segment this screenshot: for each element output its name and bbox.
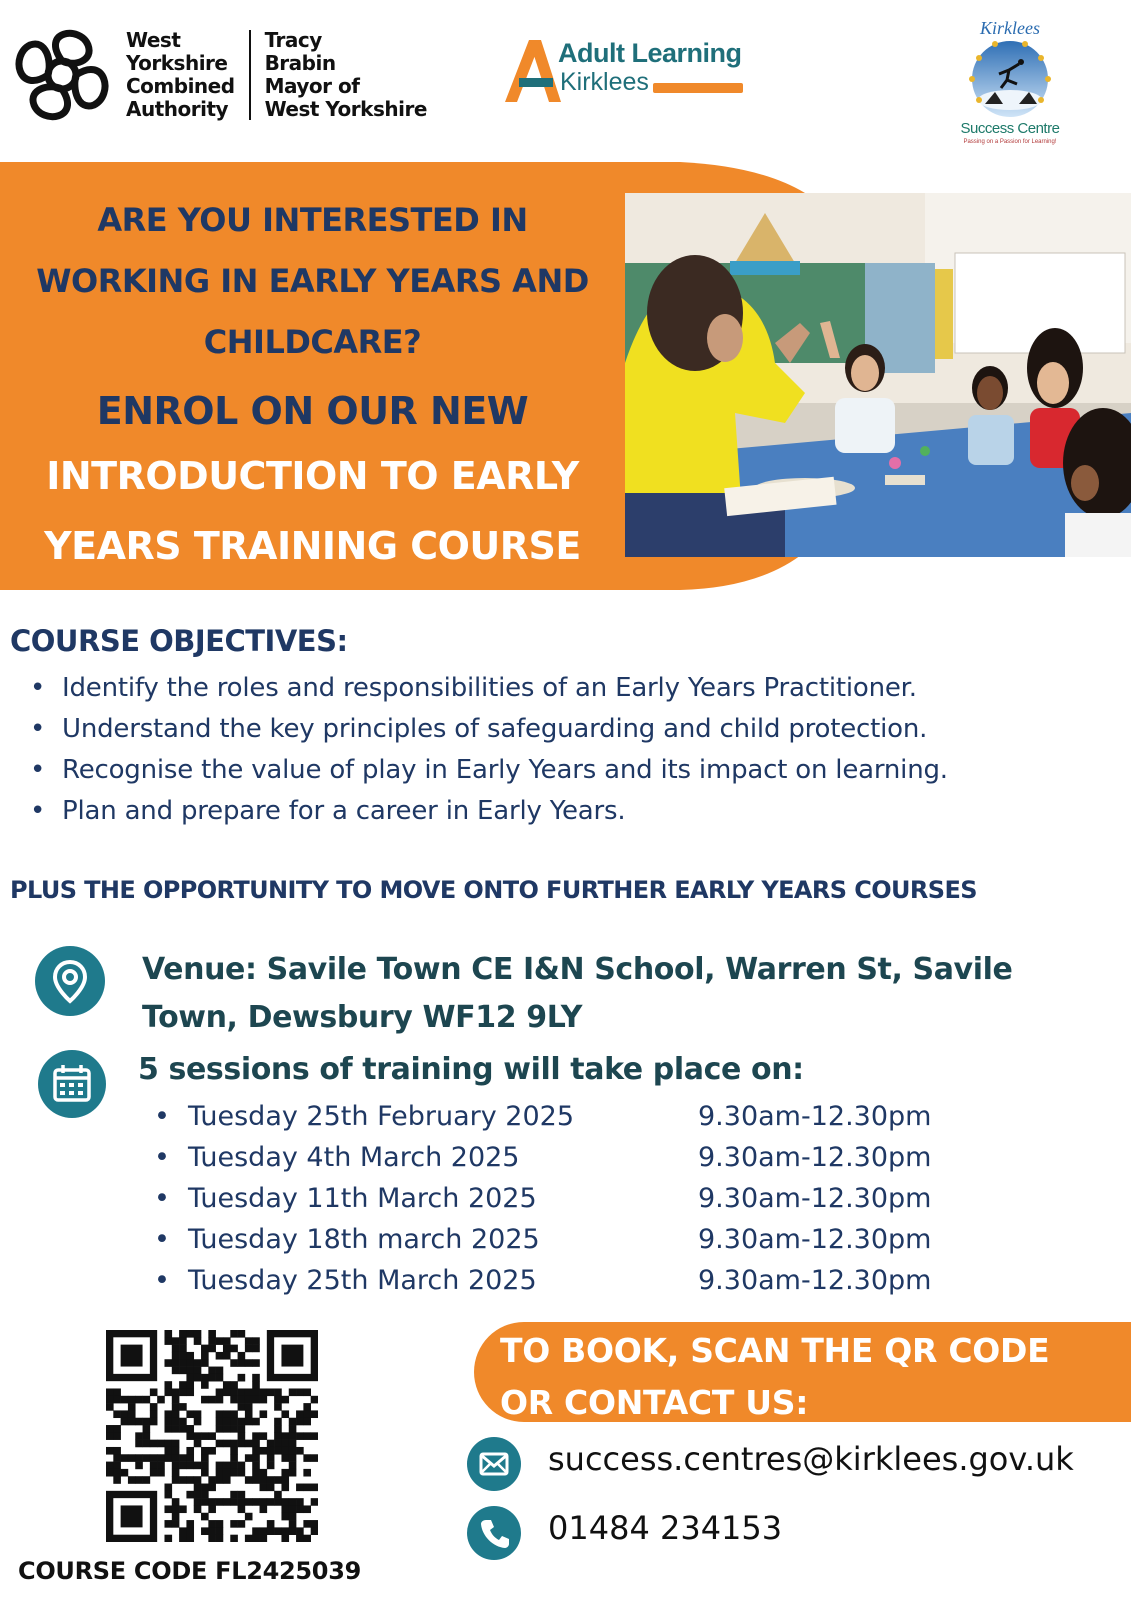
sessions-title: 5 sessions of training will take place on: xyxy=(138,1052,804,1087)
adult-learning-title: Adult Learning xyxy=(558,38,742,68)
venue-address: Venue: Savile Town CE I&N School, Warren St, Savile Town, Dewsbury WF12 9LY xyxy=(142,952,1013,1035)
adult-learning-a-icon xyxy=(505,36,565,108)
session-time: 9.30am-12.30pm xyxy=(698,1265,932,1296)
session-date: • Tuesday 18th march 2025 xyxy=(188,1224,540,1255)
objectives-list xyxy=(22,668,948,832)
list-item: • Understand the key principles of safeguarding and child protection. xyxy=(22,709,948,750)
session-date: • Tuesday 4th March 2025 xyxy=(188,1142,520,1173)
classroom-photo xyxy=(625,193,1131,557)
success-centre-bottom-text: Success Centre xyxy=(960,120,1060,137)
adult-learning-underline xyxy=(653,83,743,93)
session-time: 9.30am-12.30pm xyxy=(698,1224,932,1255)
objectives-heading: COURSE OBJECTIVES: xyxy=(10,624,348,658)
sessions-list xyxy=(150,1096,970,1301)
booking-heading: TO BOOK, SCAN THE QR CODE OR CONTACT US: xyxy=(500,1331,1050,1422)
phone-icon xyxy=(467,1506,521,1560)
contact-email-link[interactable]: success.centres@kirklees.gov.uk xyxy=(548,1440,1074,1478)
session-date: • Tuesday 25th February 2025 xyxy=(188,1101,575,1132)
hero-question: ARE YOU INTERESTED IN WORKING IN EARLY YEARS AND CHILDCARE? xyxy=(36,201,589,361)
session-time: 9.30am-12.30pm xyxy=(698,1101,932,1132)
wyca-divider xyxy=(249,30,251,120)
wyca-rose-icon xyxy=(10,23,114,127)
hero-enrol-line: ENROL ON OUR NEW xyxy=(96,389,529,433)
success-centre-top-text: Kirklees xyxy=(980,18,1040,38)
adult-learning-subtitle: Kirklees xyxy=(560,68,649,96)
session-date: • Tuesday 11th March 2025 xyxy=(188,1183,537,1214)
session-item xyxy=(150,1137,970,1178)
list-item: • Plan and prepare for a career in Early Years. xyxy=(22,791,948,832)
session-item xyxy=(150,1178,970,1219)
email-icon xyxy=(467,1437,521,1491)
success-centre-logo xyxy=(955,18,1065,156)
wyca-logo xyxy=(10,20,427,130)
location-pin-icon xyxy=(35,946,105,1016)
course-code: COURSE CODE FL2425039 xyxy=(18,1557,361,1585)
hero-headline xyxy=(0,190,625,581)
session-item xyxy=(150,1096,970,1137)
session-date: • Tuesday 25th March 2025 xyxy=(188,1265,537,1296)
further-courses-text: PLUS THE OPPORTUNITY TO MOVE ONTO FURTHER EARLY YEARS COURSES xyxy=(10,876,977,904)
classroom-illustration xyxy=(625,193,1131,557)
contact-phone-link[interactable]: 01484 234153 xyxy=(548,1509,783,1547)
hero-course-title: INTRODUCTION TO EARLY YEARS TRAINING COURSE xyxy=(44,454,581,568)
adult-learning-logo xyxy=(505,36,745,108)
list-item: • Identify the roles and responsibilities of an Early Years Practitioner. xyxy=(22,668,948,709)
session-time: 9.30am-12.30pm xyxy=(698,1142,932,1173)
booking-qr-code[interactable] xyxy=(106,1330,318,1542)
success-centre-emblem-icon xyxy=(955,34,1065,124)
list-item: • Recognise the value of play in Early Years and its impact on learning. xyxy=(22,750,948,791)
calendar-icon xyxy=(38,1050,106,1118)
session-item xyxy=(150,1260,970,1301)
session-time: 9.30am-12.30pm xyxy=(698,1183,932,1214)
success-centre-tagline: Passing on a Passion for Learning! xyxy=(963,139,1057,145)
session-item xyxy=(150,1219,970,1260)
mayor-name: Tracy Brabin Mayor of West Yorkshire xyxy=(264,28,427,121)
wyca-name: West Yorkshire Combined Authority xyxy=(126,28,235,121)
